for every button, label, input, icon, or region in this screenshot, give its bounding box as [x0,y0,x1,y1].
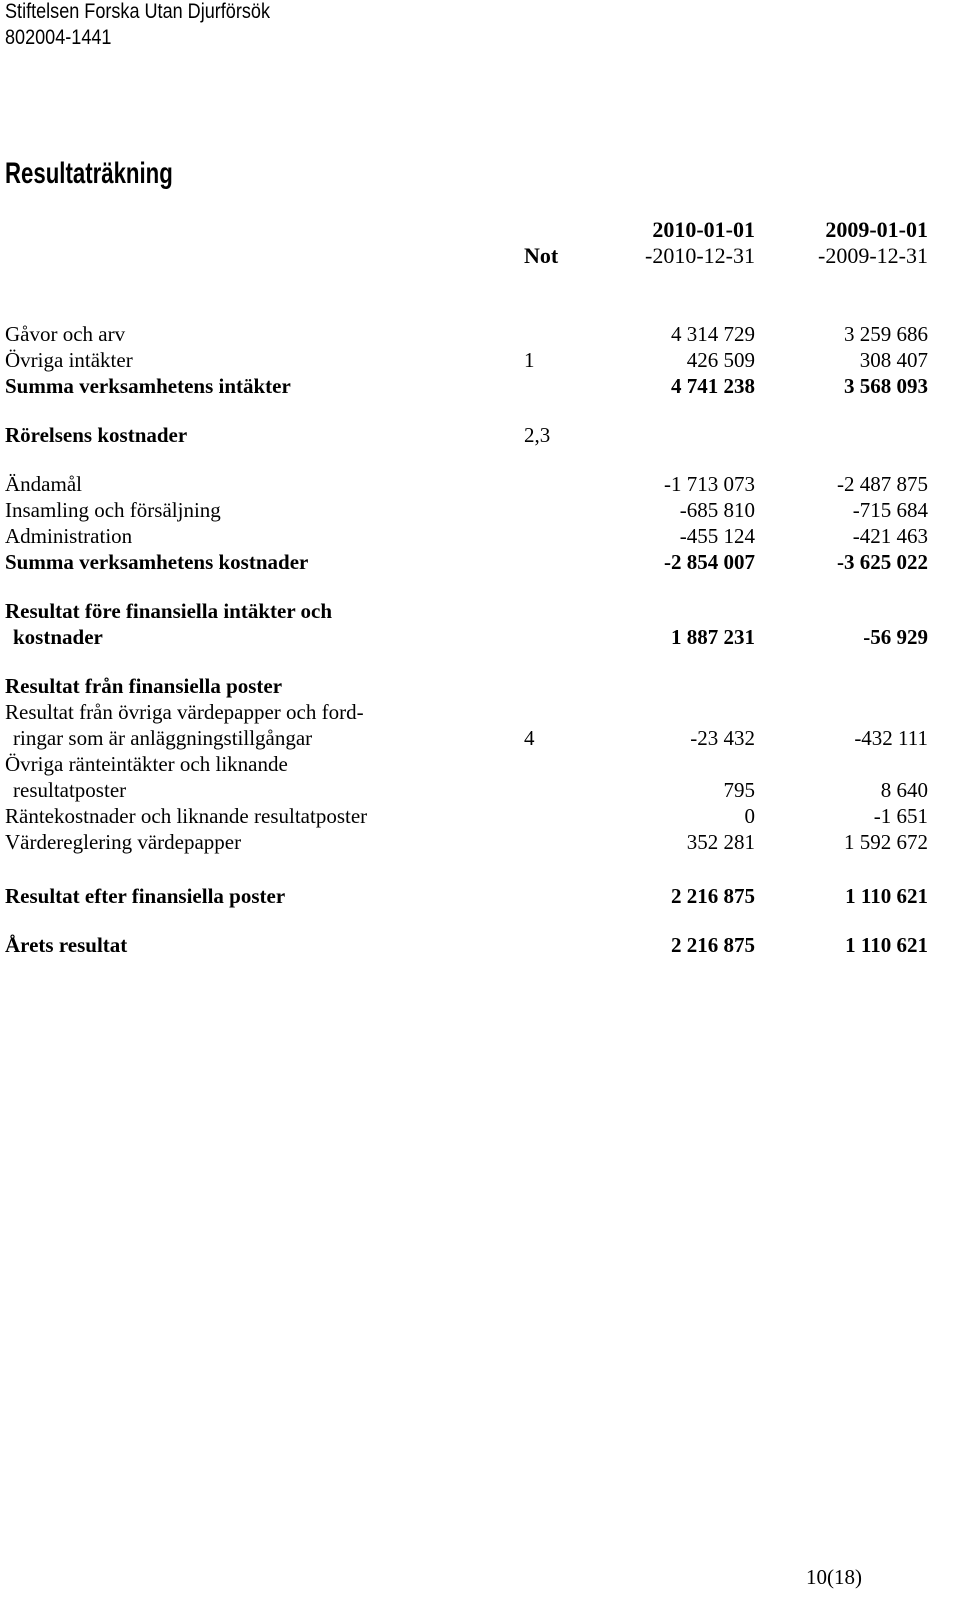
note-reference: 2,3 [524,423,551,447]
value-prior: -715 684 [852,498,928,522]
row-label: Ändamål [5,472,82,496]
value-current: -1 713 073 [664,472,755,496]
value-prior: -3 625 022 [837,550,928,574]
value-current: 4 314 729 [671,322,755,346]
row-label-line-1: Övriga ränteintäkter och liknande [5,752,288,776]
value-prior: -1 651 [873,804,928,828]
column-header-note: Not [524,243,559,268]
row-label: Resultat efter finansiella poster [5,884,286,908]
value-current: -685 810 [679,498,755,522]
organization-number: 802004-1441 [5,26,112,49]
note-reference: 1 [524,348,535,372]
row-label-line-1: Resultat från övriga värdepapper och ford- [5,700,364,724]
value-prior: 3 259 686 [844,322,928,346]
column-header-current-end: -2010-12-31 [645,243,755,268]
row-label: Summa verksamhetens kostnader [5,550,309,574]
value-current: -2 854 007 [664,550,755,574]
value-prior: 3 568 093 [844,374,928,398]
value-prior: -56 929 [863,625,928,649]
note-reference: 4 [524,726,535,750]
row-label-line-2: resultatposter [13,778,127,802]
row-label-line-2: kostnader [13,625,103,649]
column-header-prior-start: 2009-01-01 [825,217,928,242]
value-current: 2 216 875 [671,884,755,908]
value-current: 2 216 875 [671,933,755,957]
row-label: Räntekostnader och liknande resultatposter [5,804,368,828]
row-label: Insamling och försäljning [5,498,221,522]
value-current: -23 432 [690,726,755,750]
row-label: Summa verksamhetens intäkter [5,374,291,398]
column-header-prior-end: -2009-12-31 [818,243,928,268]
row-label-line-1: Resultat före finansiella intäkter och [5,599,333,623]
value-prior: 1 110 621 [845,884,928,908]
value-prior: -421 463 [852,524,928,548]
row-label-line-2: ringar som är anläggningstillgångar [13,726,313,750]
value-current: -455 124 [679,524,755,548]
value-prior: -2 487 875 [837,472,928,496]
section-heading: Resultat från finansiella poster [5,674,283,698]
value-current: 0 [744,804,755,828]
organization-name: Stiftelsen Forska Utan Djurförsök [5,0,270,23]
section-heading: Rörelsens kostnader [5,423,188,447]
value-prior: -432 111 [854,726,928,750]
row-label: Övriga intäkter [5,348,133,372]
value-prior: 1 592 672 [844,830,928,854]
value-current: 352 281 [686,830,755,854]
value-prior: 308 407 [859,348,928,372]
value-prior: 8 640 [880,778,928,802]
row-label: Årets resultat [5,933,128,957]
value-current: 426 509 [686,348,755,372]
row-label: Värdereglering värdepapper [5,830,242,854]
row-label: Gåvor och arv [5,322,126,346]
value-prior: 1 110 621 [845,933,928,957]
page-title: Resultaträkning [5,157,173,190]
value-current: 1 887 231 [671,625,755,649]
row-label: Administration [5,524,133,548]
page-number: 10(18) [806,1565,862,1589]
value-current: 795 [723,778,755,802]
value-current: 4 741 238 [671,374,755,398]
column-header-current-start: 2010-01-01 [652,217,755,242]
